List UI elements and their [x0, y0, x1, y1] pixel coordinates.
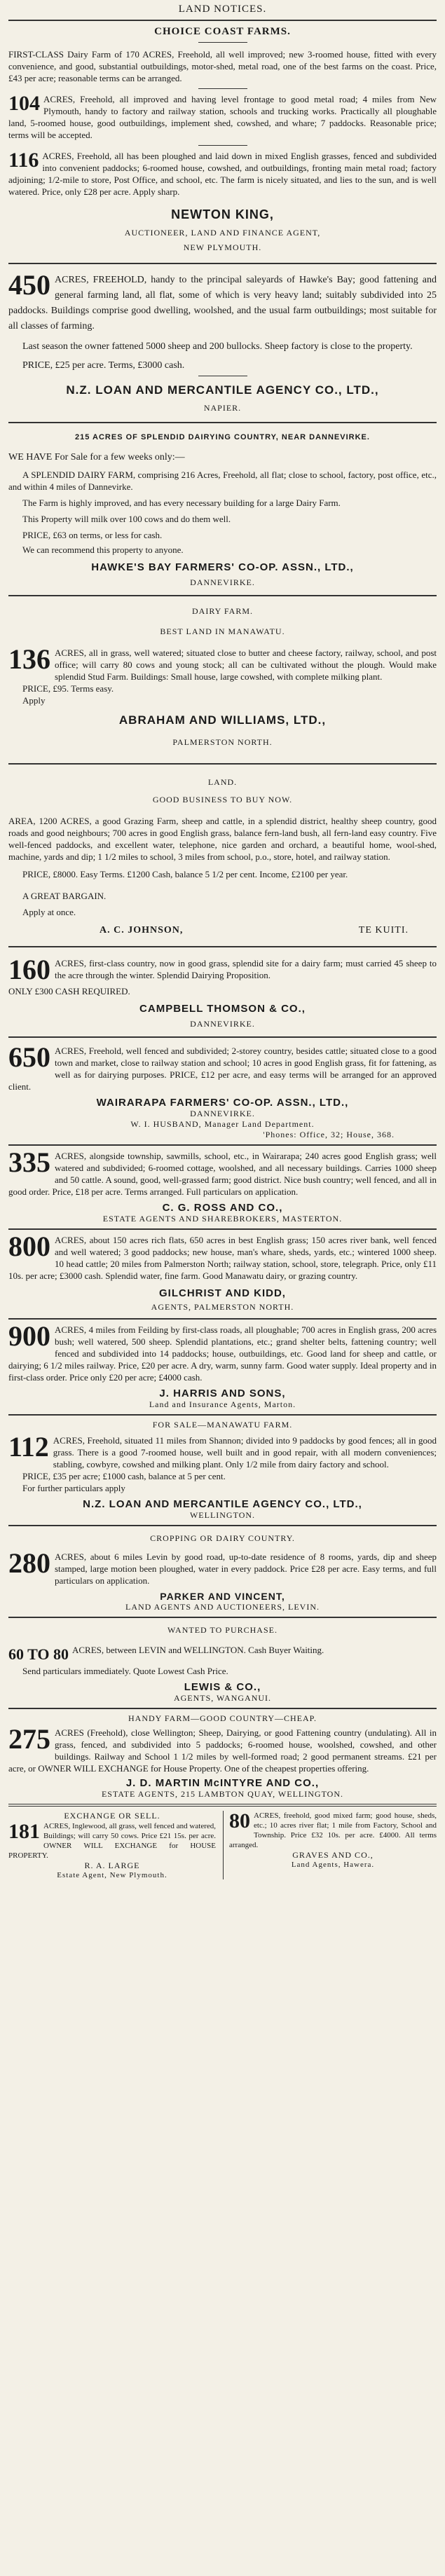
advertiser-name: HAWKE'S BAY FARMERS' CO-OP. ASSN., LTD., [91, 561, 354, 573]
advertiser-name: ABRAHAM AND WILLIAMS, LTD., [118, 713, 327, 727]
section-text: CHOICE COAST FARMS. [154, 26, 291, 37]
ad-text: ACRES, Inglewood, all grass, well fenced and watered, Buildings; will carry 50 cows. Price £21 15s. per acre. OWNER WILL EXCHANGE for HOUSE PROPERTY. [8, 1822, 216, 1860]
advertiser-place: DANNEVIRKE. [190, 1019, 255, 1029]
advertiser-name: WAIRARAPA FARMERS' CO-OP. ASSN., LTD., [96, 1097, 349, 1109]
divider [8, 263, 437, 264]
divider [198, 145, 247, 146]
page-title [8, 0, 437, 15]
ad-heading: DAIRY FARM. [191, 606, 253, 616]
advertiser-name: J. D. MARTIN McINTYRE AND CO., [125, 1777, 320, 1789]
ad-text: We can recommend this property to anyone. [22, 544, 184, 555]
ad-text: ACRES, between LEVIN and WELLINGTON. Cash Buyer Waiting. [72, 1645, 324, 1655]
divider [198, 88, 247, 89]
advertiser-name: CAMPBELL THOMSON & CO., [139, 1003, 306, 1015]
ad-price: ONLY £300 CASH REQUIRED. [8, 986, 130, 996]
ad-text: ACRES, about 150 acres rich flats, 650 acres in best English grass; 150 acres river bank, well fenced and well watered; 3 good paddocks; new house, man's whare, sheds, yards, etc.; wintered 1000 sheep. 10 head cattle; 20 miles from Palmerston North; railway station, school, store, telegraph. Price, only £11 10s. per acre; £3000 cash. Splendid water, fine farm. Good Manawatu dairy, or grazing country. [8, 1235, 437, 1281]
ad-text: This Property will milk over 100 cows and do them well. [22, 514, 231, 524]
ad-column-left [8, 1811, 216, 1879]
ad-text: The Farm is highly improved, and has every necessary building for a large Dairy Farm. [22, 498, 341, 508]
acre-number: 112 [8, 1431, 49, 1462]
section-title [8, 25, 437, 38]
ad-text: ACRES, Freehold, all improved and having level frontage to good metal road; 4 miles from New Plymouth, handy to factory and railway station, schools and trucking works. Practically all ploughable land, 5-roomed house, good outbuildings, implement shed, cowshed, and whare; 7 paddocks. Reasonable price; terms will be accepted. [8, 94, 437, 140]
advertiser-name: C. G. ROSS AND CO., [162, 1202, 283, 1214]
acre-number: 335 [8, 1146, 50, 1178]
divider [8, 946, 437, 947]
divider [198, 42, 247, 43]
ad-price: PRICE, £8000. Easy Terms. £1200 Cash, balance 5 1/2 per cent. Income, £2100 per year. [22, 869, 348, 879]
advertiser-phone: 'Phones: Office, 32; House, 368. [263, 1130, 395, 1139]
advertiser-name: N.Z. LOAN AND MERCANTILE AGENCY CO., LTD., [83, 1498, 362, 1510]
ad-price: PRICE, £63 on terms, or less for cash. [22, 530, 163, 540]
ad-price: PRICE, £25 per acre. Terms, £3000 cash. [22, 360, 185, 371]
ad-block [8, 1146, 437, 1198]
ad-text: ACRES, all in grass, well watered; situated close to butter and cheese factory, railway, school, and post office; will carry 80 cows and young stock; all can be cultivated without the plough. Would make splendid Stud Farm. Buildings: Small house, large cowshed, with complete milking plant. [55, 648, 437, 682]
ad-text: ACRES (Freehold), close Wellington; Sheep, Dairying, or good Fattening country (undulating). All in grass, fenced, and subdivided into 5 paddocks; 6-roomed house, woolshed, cowshed, and other buildings. Railway and School 1 1/2 miles by well-formed road; 2 good permanent streams. £21 per acre, or OWNER WILL EXCHANGE for House Property. One of the cheapest properties offering. [8, 1727, 437, 1774]
advertiser-name: N.Z. LOAN AND MERCANTILE AGENCY CO., LTD., [66, 383, 379, 397]
ad-heading: HANDY FARM—GOOD COUNTRY—CHEAP. [128, 1713, 317, 1723]
advertiser-place: WELLINGTON. [189, 1510, 256, 1520]
bottom-columns [8, 1811, 437, 1879]
ad-text: WE HAVE For Sale for a few weeks only:— [8, 452, 185, 463]
acre-number: 160 [8, 954, 50, 985]
ad-text: Last season the owner fattened 5000 sheep and 200 bullocks. Sheep factory is close to the property. [22, 341, 413, 352]
divider [8, 1318, 437, 1320]
ad-subheading: BEST LAND IN MANAWATU. [160, 626, 285, 636]
ad-text: A SPLENDID DAIRY FARM, comprising 216 Acres, Freehold, all flat; close to school, factory, post office, etc., and within 4 miles of Dannevirke. [8, 470, 437, 492]
advertiser-place: NEW PLYMOUTH. [183, 242, 262, 252]
acre-number: 650 [8, 1041, 50, 1073]
ad-block [8, 1231, 437, 1282]
advertiser-line: ESTATE AGENTS AND SHAREBROKERS, MASTERTON. [102, 1214, 343, 1224]
ad-heading: CROPPING OR DAIRY COUNTRY. [150, 1533, 295, 1543]
advertiser-name: GRAVES AND CO., [292, 1850, 374, 1860]
ad-column-right [223, 1811, 437, 1879]
ad-block [8, 1644, 437, 1663]
divider [8, 1617, 437, 1618]
ad-text: Send particulars immediately. Quote Lowest Cash Price. [22, 1666, 228, 1676]
ad-text: ACRES, first-class country, now in good grass, splendid site for a dairy farm; must carried 45 sheep to the acre through the winter. Splendid Dairying Proposition. [55, 958, 437, 980]
advertiser-line: Land Agents, Hawera. [291, 1861, 375, 1869]
divider [8, 763, 437, 765]
ad-block [8, 1547, 437, 1587]
ad-text: ACRES, FREEHOLD, handy to the principal saleyards of Hawke's Bay; good fattening and general farming land, all flat, some of which is very heavy land; suitably subdivided into 25 paddocks. Buildings comprise good dwelling, woolshed, and the usual farm outbuildings; most suitable for all classes of farming. [8, 275, 437, 331]
advertiser-line: AUCTIONEER, LAND AND FINANCE AGENT, [124, 228, 321, 238]
advertiser-line: AGENTS, WANGANUI. [173, 1693, 272, 1703]
advertiser-line: AGENTS, PALMERSTON NORTH. [151, 1302, 294, 1312]
advertiser-name: LEWIS & CO., [184, 1681, 261, 1693]
divider [8, 20, 437, 21]
ad-block [8, 269, 437, 334]
acre-number: 80 [229, 1809, 250, 1832]
ad-heading: WANTED TO PURCHASE. [167, 1625, 278, 1635]
advertiser-line: W. I. HUSBAND, Manager Land Department. [130, 1119, 315, 1129]
ad-block [8, 150, 437, 198]
advertiser-place: DANNEVIRKE. [190, 1109, 255, 1118]
ad-text: ACRES, about 6 miles Levin by good road, up-to-date residence of 8 rooms, yards, dip and sheep stamped, large motion been ploughed, water in every paddock. Price £28 per acre. Easy terms, and full particulars on application. [55, 1551, 437, 1586]
advertiser-row [8, 925, 437, 936]
advertiser-line: Land and Insurance Agents, Marton. [149, 1399, 296, 1409]
divider [8, 595, 437, 596]
advertiser-name: NEWTON KING, [171, 207, 274, 221]
ad-text: A GREAT BARGAIN. [22, 891, 107, 901]
ad-text: Apply at once. [22, 907, 76, 917]
ad-block [8, 1320, 437, 1383]
ad-text: FIRST-CLASS Dairy Farm of 170 ACRES, Freehold, all well improved; new 3-roomed house, fitted with every convenience, and good, substantial outbuildings, motor-shed, metal road, one of the best farms on the coast. Price, £43 per acre; reasonable terms can be arranged. [8, 49, 437, 83]
ad-heading: FOR SALE—MANAWATU FARM. [152, 1420, 293, 1430]
divider [8, 1144, 437, 1146]
advertiser-line: LAND AGENTS AND AUCTIONEERS, LEVIN. [125, 1602, 320, 1612]
ad-block [229, 1811, 437, 1850]
ad-block [8, 1723, 437, 1774]
advertiser-name: GILCHRIST AND KIDD, [159, 1287, 286, 1299]
ad-block [8, 1821, 216, 1861]
advertiser-name: PARKER AND VINCENT, [160, 1591, 285, 1602]
divider [8, 1228, 437, 1230]
divider [8, 422, 437, 423]
acre-number: 800 [8, 1231, 50, 1262]
ad-text: ACRES, Freehold, all has been ploughed and laid down in mixed English grasses, fenced and subdivided into convenient paddocks; 6-roomed house, cowshed, and outbuildings, fronting main metal road; factory adjoining; 1/2-mile to store, Post Office, and school, etc. The farm is nicely situated, and lies to the sun, and is well watered. Price, only £28 per acre. Apply sharp. [8, 151, 437, 197]
divider [8, 1804, 437, 1807]
divider [8, 1525, 437, 1526]
acre-number: 280 [8, 1547, 50, 1579]
ad-price: PRICE, £35 per acre; £1000 cash, balance at 5 per cent. [22, 1471, 226, 1481]
ad-text: For further particulars apply [22, 1483, 125, 1493]
ad-block [8, 1431, 437, 1470]
acre-number: 60 TO 80 [8, 1645, 69, 1663]
divider [8, 1414, 437, 1416]
ad-text: ACRES, freehold, good mixed farm; good house, sheds, etc.; 10 acres river flat; 1 mile from Factory, School and Township. Price £32 10s. per acre. £4000. All terms arranged. [229, 1811, 437, 1849]
ad-heading: 215 ACRES OF SPLENDID DAIRYING COUNTRY, NEAR DANNEVIRKE. [75, 433, 370, 441]
ad-block [8, 643, 437, 683]
divider [8, 1708, 437, 1709]
acre-number: 104 [8, 92, 40, 115]
divider [8, 1036, 437, 1038]
advertiser-line: Estate Agent, New Plymouth. [57, 1871, 167, 1879]
ad-text: ACRES, 4 miles from Feilding by first-class roads, all ploughable; 700 acres in English grass, 200 acres bush; well watered, 500 sheep. Splendid plantations, etc.; grand shelter belts, fattening country; well fenced and subdivided into 14 paddocks; house, outbuildings, etc. Good land for sheep and cattle, or dairying; 6 1/2 miles railway. Price, £20 per acre. A dry, warm, sunny farm. Good water supply. Ideal property and in first-class order. Price only £20 per acre; £4000 cash. [8, 1324, 437, 1383]
acre-number: 900 [8, 1320, 50, 1352]
advertiser-name: R. A. LARGE [84, 1861, 140, 1870]
ad-block [8, 954, 437, 985]
acre-number: 116 [8, 149, 39, 172]
ad-block [8, 93, 437, 141]
ad-text: ACRES, alongside township, sawmills, school, etc., in Wairarapa; 240 acres good English grass; well watered and subdivided; 6-roomed cottage, woolshed, and all necessary buildings. Carries 1000 sheep and 50 cattle. A sound, good, well-grassed farm; good district. Nice bush country; well fenced, and all in good order. Price, £18 per acre. Terms arranged. Full particulars on application. [8, 1151, 437, 1197]
advertiser-name: J. HARRIS AND SONS, [159, 1388, 286, 1399]
title-text: LAND NOTICES. [178, 4, 267, 15]
acre-number: 181 [8, 1820, 40, 1843]
advertiser-place: PALMERSTON NORTH. [172, 737, 273, 747]
ad-subheading: GOOD BUSINESS TO BUY NOW. [152, 795, 293, 804]
advertiser-place: TE KUITI. [358, 925, 409, 936]
acre-number: 275 [8, 1723, 50, 1755]
acre-number: 450 [8, 269, 50, 301]
acre-number: 136 [8, 643, 50, 675]
advertiser-name: A. C. JOHNSON, [100, 925, 184, 936]
advertiser-place: NAPIER. [203, 403, 242, 413]
ad-block [8, 1041, 437, 1092]
advertiser-line: ESTATE AGENTS, 215 LAMBTON QUAY, WELLINGTON. [101, 1789, 344, 1799]
ad-price: PRICE, £95. Terms easy. [22, 683, 114, 694]
ad-text: Apply [22, 695, 46, 706]
ad-text: AREA, 1200 ACRES, a good Grazing Farm, sheep and cattle, in a splendid district, healthy sheep country, good roads and good neighbours; 700 acres in good English grass, balance fern-land bush, all fern-land easy country. Five well-fenced paddocks, and excellent water, telephone, nice garden and orchard, a beautiful home, wool-shed, machine, yards and dip; 1 1/2 miles to school, 3 miles from school, p.o., store, hotel, and railway station. [8, 816, 437, 862]
ad-heading: LAND. [207, 777, 238, 787]
ad-text: ACRES, Freehold, well fenced and subdivided; 2-storey country, besides cattle; situated close to a good town and market, close to railway station and school; 10 acres in good English grass, fit for fattening, as well as for dairying purposes. PRICE, £12 per acre, and easy terms will be arranged for an approved client. [8, 1046, 437, 1092]
ad-text: ACRES, Freehold, situated 11 miles from Shannon; divided into 9 paddocks by good fences; all in good grass. There is a good 7-roomed house, well built and in good repair, with all modern conveniences; stabling, cowbyre, cowshed and milking plant. Only 1/2 mile from dairy factory and school. [53, 1435, 437, 1469]
ad-heading: EXCHANGE OR SELL. [64, 1811, 160, 1821]
advertiser-place: DANNEVIRKE. [190, 577, 255, 587]
